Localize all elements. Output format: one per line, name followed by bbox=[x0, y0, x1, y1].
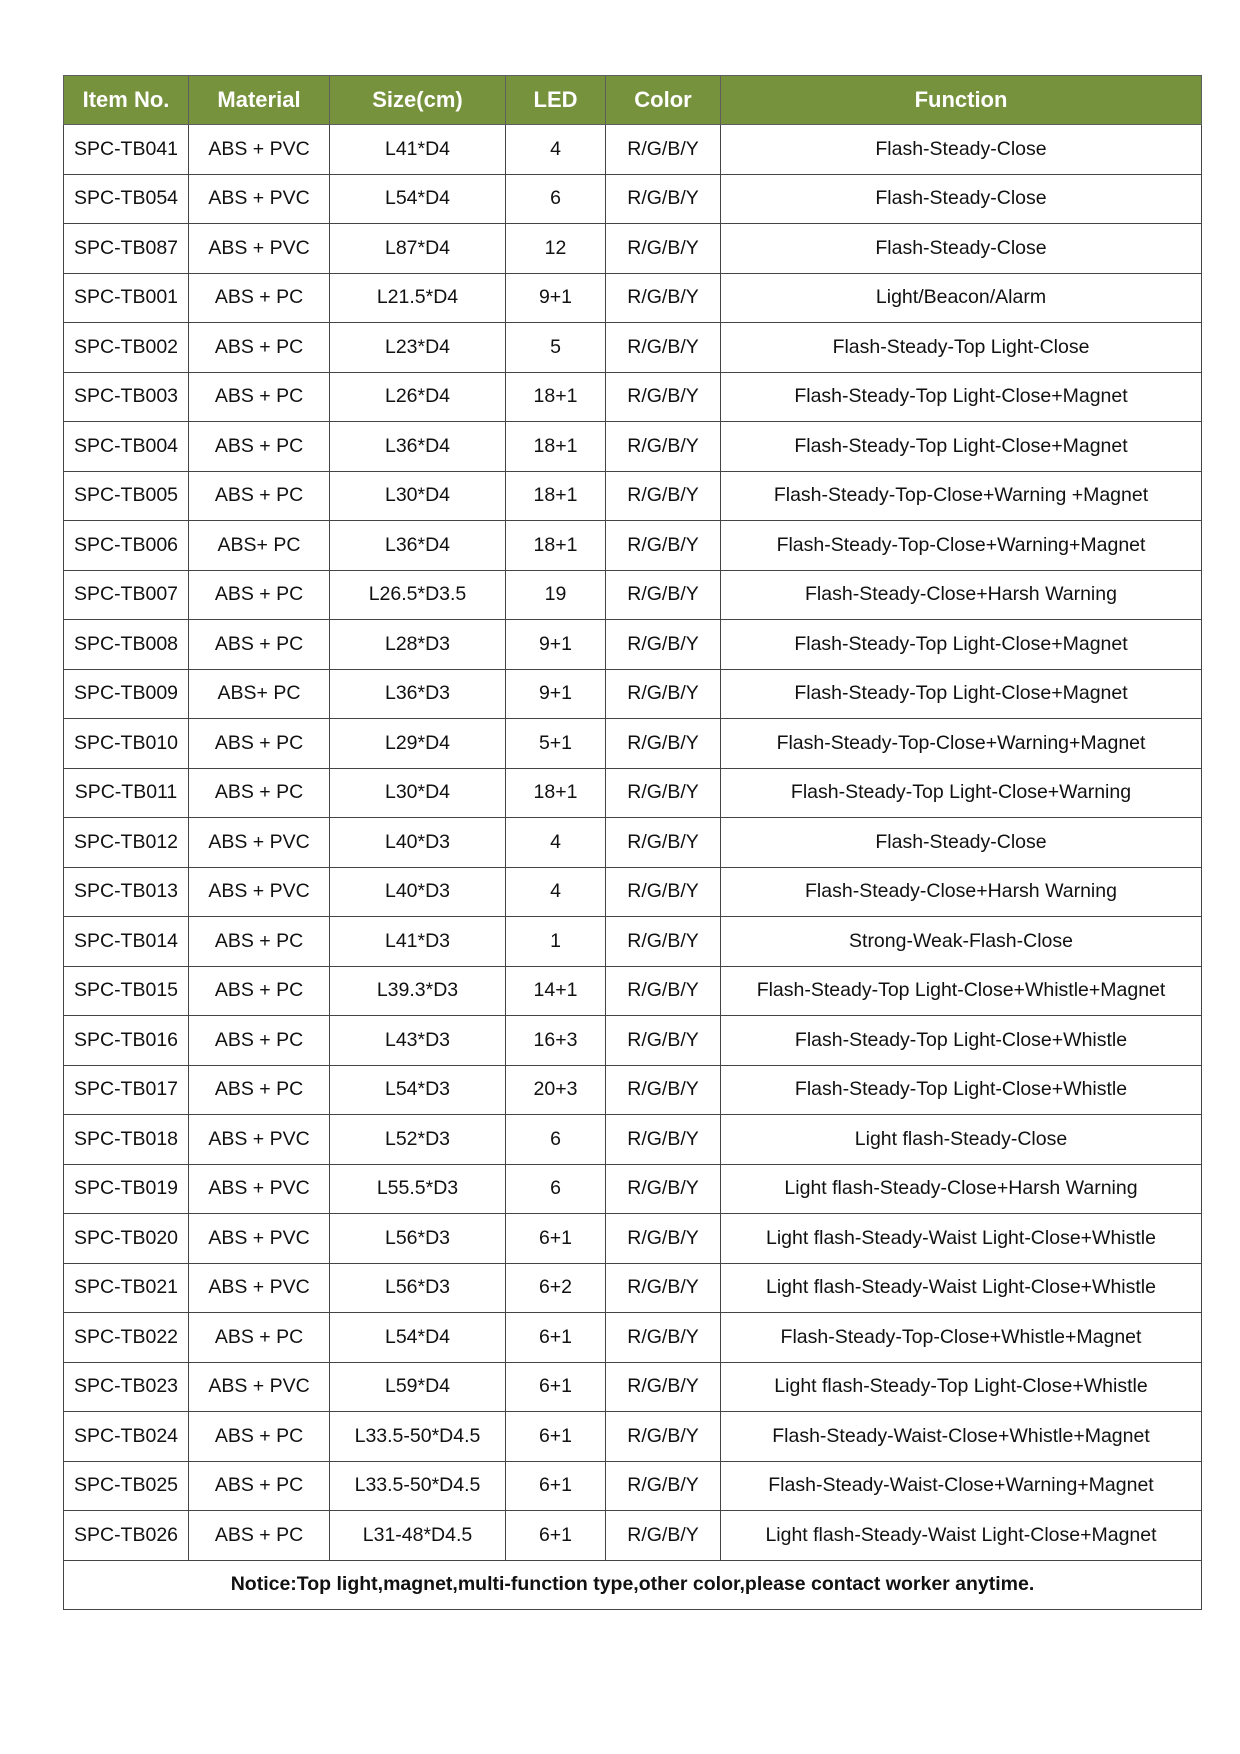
function-cell: Flash-Steady-Top-Close+Whistle+Magnet bbox=[721, 1313, 1202, 1363]
material-cell: ABS + PC bbox=[189, 323, 330, 373]
material-cell: ABS + PC bbox=[189, 620, 330, 670]
size-cell: L30*D4 bbox=[330, 768, 506, 818]
function-cell: Light flash-Steady-Waist Light-Close+Whistle bbox=[721, 1214, 1202, 1264]
function-cell: Flash-Steady-Top-Close+Warning +Magnet bbox=[721, 471, 1202, 521]
material-cell: ABS + PVC bbox=[189, 1214, 330, 1264]
material-cell: ABS + PC bbox=[189, 768, 330, 818]
led-cell: 14+1 bbox=[506, 966, 606, 1016]
table-row bbox=[64, 966, 1202, 1016]
size-cell: L30*D4 bbox=[330, 471, 506, 521]
table-row bbox=[64, 422, 1202, 472]
led-cell: 6+1 bbox=[506, 1511, 606, 1561]
size-cell: L26*D4 bbox=[330, 372, 506, 422]
led-cell: 1 bbox=[506, 917, 606, 967]
led-cell: 12 bbox=[506, 224, 606, 274]
table-row bbox=[64, 372, 1202, 422]
item-no-cell: SPC-TB016 bbox=[64, 1016, 189, 1066]
function-cell: Flash-Steady-Top-Close+Warning+Magnet bbox=[721, 719, 1202, 769]
header-function: Function bbox=[721, 76, 1202, 125]
material-cell: ABS + PC bbox=[189, 273, 330, 323]
function-cell: Flash-Steady-Close+Harsh Warning bbox=[721, 867, 1202, 917]
table-row bbox=[64, 669, 1202, 719]
size-cell: L39.3*D3 bbox=[330, 966, 506, 1016]
table-row bbox=[64, 1214, 1202, 1264]
color-cell: R/G/B/Y bbox=[606, 1412, 721, 1462]
table-row bbox=[64, 521, 1202, 571]
item-no-cell: SPC-TB008 bbox=[64, 620, 189, 670]
size-cell: L23*D4 bbox=[330, 323, 506, 373]
led-cell: 6+2 bbox=[506, 1263, 606, 1313]
led-cell: 6+1 bbox=[506, 1313, 606, 1363]
color-cell: R/G/B/Y bbox=[606, 1115, 721, 1165]
function-cell: Flash-Steady-Top Light-Close+Whistle+Magnet bbox=[721, 966, 1202, 1016]
material-cell: ABS + PC bbox=[189, 372, 330, 422]
product-spec-table bbox=[63, 75, 1202, 1610]
function-cell: Flash-Steady-Close bbox=[721, 224, 1202, 274]
led-cell: 18+1 bbox=[506, 422, 606, 472]
header-color: Color bbox=[606, 76, 721, 125]
table-row bbox=[64, 224, 1202, 274]
color-cell: R/G/B/Y bbox=[606, 966, 721, 1016]
material-cell: ABS + PC bbox=[189, 917, 330, 967]
led-cell: 6+1 bbox=[506, 1214, 606, 1264]
function-cell: Flash-Steady-Top Light-Close+Warning bbox=[721, 768, 1202, 818]
item-no-cell: SPC-TB013 bbox=[64, 867, 189, 917]
material-cell: ABS + PC bbox=[189, 1065, 330, 1115]
led-cell: 9+1 bbox=[506, 273, 606, 323]
table-row bbox=[64, 768, 1202, 818]
item-no-cell: SPC-TB001 bbox=[64, 273, 189, 323]
item-no-cell: SPC-TB019 bbox=[64, 1164, 189, 1214]
table-row bbox=[64, 917, 1202, 967]
color-cell: R/G/B/Y bbox=[606, 323, 721, 373]
color-cell: R/G/B/Y bbox=[606, 521, 721, 571]
function-cell: Flash-Steady-Top Light-Close+Magnet bbox=[721, 372, 1202, 422]
material-cell: ABS + PVC bbox=[189, 867, 330, 917]
led-cell: 18+1 bbox=[506, 471, 606, 521]
table-row bbox=[64, 620, 1202, 670]
item-no-cell: SPC-TB010 bbox=[64, 719, 189, 769]
color-cell: R/G/B/Y bbox=[606, 669, 721, 719]
material-cell: ABS + PC bbox=[189, 1461, 330, 1511]
header-size: Size(cm) bbox=[330, 76, 506, 125]
item-no-cell: SPC-TB015 bbox=[64, 966, 189, 1016]
item-no-cell: SPC-TB054 bbox=[64, 174, 189, 224]
material-cell: ABS + PVC bbox=[189, 1362, 330, 1412]
item-no-cell: SPC-TB004 bbox=[64, 422, 189, 472]
led-cell: 4 bbox=[506, 125, 606, 175]
function-cell: Flash-Steady-Close bbox=[721, 174, 1202, 224]
material-cell: ABS + PVC bbox=[189, 174, 330, 224]
function-cell: Light flash-Steady-Waist Light-Close+Whistle bbox=[721, 1263, 1202, 1313]
item-no-cell: SPC-TB018 bbox=[64, 1115, 189, 1165]
item-no-cell: SPC-TB009 bbox=[64, 669, 189, 719]
item-no-cell: SPC-TB022 bbox=[64, 1313, 189, 1363]
table-row bbox=[64, 570, 1202, 620]
table-row bbox=[64, 125, 1202, 175]
size-cell: L40*D3 bbox=[330, 818, 506, 868]
size-cell: L36*D3 bbox=[330, 669, 506, 719]
color-cell: R/G/B/Y bbox=[606, 570, 721, 620]
material-cell: ABS + PVC bbox=[189, 1164, 330, 1214]
table-row bbox=[64, 174, 1202, 224]
size-cell: L43*D3 bbox=[330, 1016, 506, 1066]
led-cell: 6+1 bbox=[506, 1412, 606, 1462]
table-row bbox=[64, 1164, 1202, 1214]
material-cell: ABS + PVC bbox=[189, 1263, 330, 1313]
material-cell: ABS + PC bbox=[189, 570, 330, 620]
item-no-cell: SPC-TB021 bbox=[64, 1263, 189, 1313]
material-cell: ABS + PC bbox=[189, 966, 330, 1016]
size-cell: L87*D4 bbox=[330, 224, 506, 274]
color-cell: R/G/B/Y bbox=[606, 620, 721, 670]
item-no-cell: SPC-TB002 bbox=[64, 323, 189, 373]
led-cell: 6+1 bbox=[506, 1362, 606, 1412]
function-cell: Flash-Steady-Close bbox=[721, 125, 1202, 175]
led-cell: 9+1 bbox=[506, 620, 606, 670]
size-cell: L52*D3 bbox=[330, 1115, 506, 1165]
size-cell: L41*D4 bbox=[330, 125, 506, 175]
size-cell: L29*D4 bbox=[330, 719, 506, 769]
color-cell: R/G/B/Y bbox=[606, 1313, 721, 1363]
size-cell: L33.5-50*D4.5 bbox=[330, 1461, 506, 1511]
item-no-cell: SPC-TB024 bbox=[64, 1412, 189, 1462]
item-no-cell: SPC-TB006 bbox=[64, 521, 189, 571]
material-cell: ABS+ PC bbox=[189, 669, 330, 719]
color-cell: R/G/B/Y bbox=[606, 719, 721, 769]
color-cell: R/G/B/Y bbox=[606, 174, 721, 224]
function-cell: Flash-Steady-Top Light-Close+Whistle bbox=[721, 1065, 1202, 1115]
led-cell: 4 bbox=[506, 818, 606, 868]
led-cell: 6 bbox=[506, 1164, 606, 1214]
size-cell: L36*D4 bbox=[330, 521, 506, 571]
size-cell: L31-48*D4.5 bbox=[330, 1511, 506, 1561]
led-cell: 5 bbox=[506, 323, 606, 373]
table-row bbox=[64, 1115, 1202, 1165]
color-cell: R/G/B/Y bbox=[606, 818, 721, 868]
size-cell: L33.5-50*D4.5 bbox=[330, 1412, 506, 1462]
material-cell: ABS + PC bbox=[189, 1016, 330, 1066]
color-cell: R/G/B/Y bbox=[606, 1016, 721, 1066]
function-cell: Flash-Steady-Close+Harsh Warning bbox=[721, 570, 1202, 620]
function-cell: Light/Beacon/Alarm bbox=[721, 273, 1202, 323]
size-cell: L56*D3 bbox=[330, 1263, 506, 1313]
item-no-cell: SPC-TB020 bbox=[64, 1214, 189, 1264]
table-row bbox=[64, 719, 1202, 769]
item-no-cell: SPC-TB017 bbox=[64, 1065, 189, 1115]
size-cell: L54*D4 bbox=[330, 1313, 506, 1363]
size-cell: L28*D3 bbox=[330, 620, 506, 670]
table-row bbox=[64, 471, 1202, 521]
color-cell: R/G/B/Y bbox=[606, 125, 721, 175]
led-cell: 6+1 bbox=[506, 1461, 606, 1511]
table-row bbox=[64, 1461, 1202, 1511]
led-cell: 18+1 bbox=[506, 372, 606, 422]
size-cell: L26.5*D3.5 bbox=[330, 570, 506, 620]
function-cell: Flash-Steady-Top Light-Close+Magnet bbox=[721, 669, 1202, 719]
material-cell: ABS + PVC bbox=[189, 224, 330, 274]
header-row bbox=[64, 76, 1202, 125]
table-body bbox=[64, 125, 1202, 1561]
color-cell: R/G/B/Y bbox=[606, 372, 721, 422]
material-cell: ABS + PC bbox=[189, 1511, 330, 1561]
item-no-cell: SPC-TB014 bbox=[64, 917, 189, 967]
led-cell: 9+1 bbox=[506, 669, 606, 719]
color-cell: R/G/B/Y bbox=[606, 1263, 721, 1313]
notice-row bbox=[64, 1560, 1202, 1609]
function-cell: Light flash-Steady-Close bbox=[721, 1115, 1202, 1165]
color-cell: R/G/B/Y bbox=[606, 1214, 721, 1264]
size-cell: L41*D3 bbox=[330, 917, 506, 967]
function-cell: Flash-Steady-Top-Close+Warning+Magnet bbox=[721, 521, 1202, 571]
table-row bbox=[64, 273, 1202, 323]
item-no-cell: SPC-TB025 bbox=[64, 1461, 189, 1511]
color-cell: R/G/B/Y bbox=[606, 224, 721, 274]
header-led: LED bbox=[506, 76, 606, 125]
color-cell: R/G/B/Y bbox=[606, 1164, 721, 1214]
item-no-cell: SPC-TB012 bbox=[64, 818, 189, 868]
color-cell: R/G/B/Y bbox=[606, 917, 721, 967]
table-row bbox=[64, 1263, 1202, 1313]
led-cell: 19 bbox=[506, 570, 606, 620]
item-no-cell: SPC-TB023 bbox=[64, 1362, 189, 1412]
color-cell: R/G/B/Y bbox=[606, 1065, 721, 1115]
size-cell: L54*D3 bbox=[330, 1065, 506, 1115]
led-cell: 18+1 bbox=[506, 768, 606, 818]
led-cell: 16+3 bbox=[506, 1016, 606, 1066]
function-cell: Light flash-Steady-Waist Light-Close+Magnet bbox=[721, 1511, 1202, 1561]
led-cell: 6 bbox=[506, 1115, 606, 1165]
table-row bbox=[64, 1016, 1202, 1066]
material-cell: ABS + PC bbox=[189, 1313, 330, 1363]
color-cell: R/G/B/Y bbox=[606, 1461, 721, 1511]
material-cell: ABS + PVC bbox=[189, 818, 330, 868]
function-cell: Flash-Steady-Close bbox=[721, 818, 1202, 868]
color-cell: R/G/B/Y bbox=[606, 1362, 721, 1412]
material-cell: ABS + PC bbox=[189, 1412, 330, 1462]
led-cell: 6 bbox=[506, 174, 606, 224]
item-no-cell: SPC-TB087 bbox=[64, 224, 189, 274]
color-cell: R/G/B/Y bbox=[606, 1511, 721, 1561]
color-cell: R/G/B/Y bbox=[606, 273, 721, 323]
color-cell: R/G/B/Y bbox=[606, 768, 721, 818]
item-no-cell: SPC-TB041 bbox=[64, 125, 189, 175]
material-cell: ABS+ PC bbox=[189, 521, 330, 571]
size-cell: L56*D3 bbox=[330, 1214, 506, 1264]
led-cell: 5+1 bbox=[506, 719, 606, 769]
table-row bbox=[64, 1511, 1202, 1561]
size-cell: L21.5*D4 bbox=[330, 273, 506, 323]
item-no-cell: SPC-TB005 bbox=[64, 471, 189, 521]
item-no-cell: SPC-TB003 bbox=[64, 372, 189, 422]
function-cell: Flash-Steady-Top Light-Close+Magnet bbox=[721, 422, 1202, 472]
item-no-cell: SPC-TB011 bbox=[64, 768, 189, 818]
function-cell: Flash-Steady-Top Light-Close bbox=[721, 323, 1202, 373]
material-cell: ABS + PVC bbox=[189, 125, 330, 175]
size-cell: L55.5*D3 bbox=[330, 1164, 506, 1214]
function-cell: Flash-Steady-Top Light-Close+Magnet bbox=[721, 620, 1202, 670]
function-cell: Light flash-Steady-Close+Harsh Warning bbox=[721, 1164, 1202, 1214]
size-cell: L54*D4 bbox=[330, 174, 506, 224]
material-cell: ABS + PC bbox=[189, 471, 330, 521]
header-item-no: Item No. bbox=[64, 76, 189, 125]
function-cell: Light flash-Steady-Top Light-Close+Whistle bbox=[721, 1362, 1202, 1412]
item-no-cell: SPC-TB026 bbox=[64, 1511, 189, 1561]
size-cell: L36*D4 bbox=[330, 422, 506, 472]
table-row bbox=[64, 323, 1202, 373]
table-row bbox=[64, 1412, 1202, 1462]
material-cell: ABS + PC bbox=[189, 719, 330, 769]
function-cell: Flash-Steady-Waist-Close+Warning+Magnet bbox=[721, 1461, 1202, 1511]
item-no-cell: SPC-TB007 bbox=[64, 570, 189, 620]
table-row bbox=[64, 1065, 1202, 1115]
header-material: Material bbox=[189, 76, 330, 125]
size-cell: L59*D4 bbox=[330, 1362, 506, 1412]
function-cell: Flash-Steady-Top Light-Close+Whistle bbox=[721, 1016, 1202, 1066]
material-cell: ABS + PVC bbox=[189, 1115, 330, 1165]
color-cell: R/G/B/Y bbox=[606, 422, 721, 472]
led-cell: 18+1 bbox=[506, 521, 606, 571]
table-row bbox=[64, 867, 1202, 917]
function-cell: Flash-Steady-Waist-Close+Whistle+Magnet bbox=[721, 1412, 1202, 1462]
function-cell: Strong-Weak-Flash-Close bbox=[721, 917, 1202, 967]
color-cell: R/G/B/Y bbox=[606, 471, 721, 521]
material-cell: ABS + PC bbox=[189, 422, 330, 472]
table-row bbox=[64, 1362, 1202, 1412]
led-cell: 4 bbox=[506, 867, 606, 917]
table-row bbox=[64, 1313, 1202, 1363]
notice-text: Notice:Top light,magnet,multi-function type,other color,please contact worker anytime. bbox=[64, 1560, 1202, 1609]
led-cell: 20+3 bbox=[506, 1065, 606, 1115]
color-cell: R/G/B/Y bbox=[606, 867, 721, 917]
size-cell: L40*D3 bbox=[330, 867, 506, 917]
table-row bbox=[64, 818, 1202, 868]
